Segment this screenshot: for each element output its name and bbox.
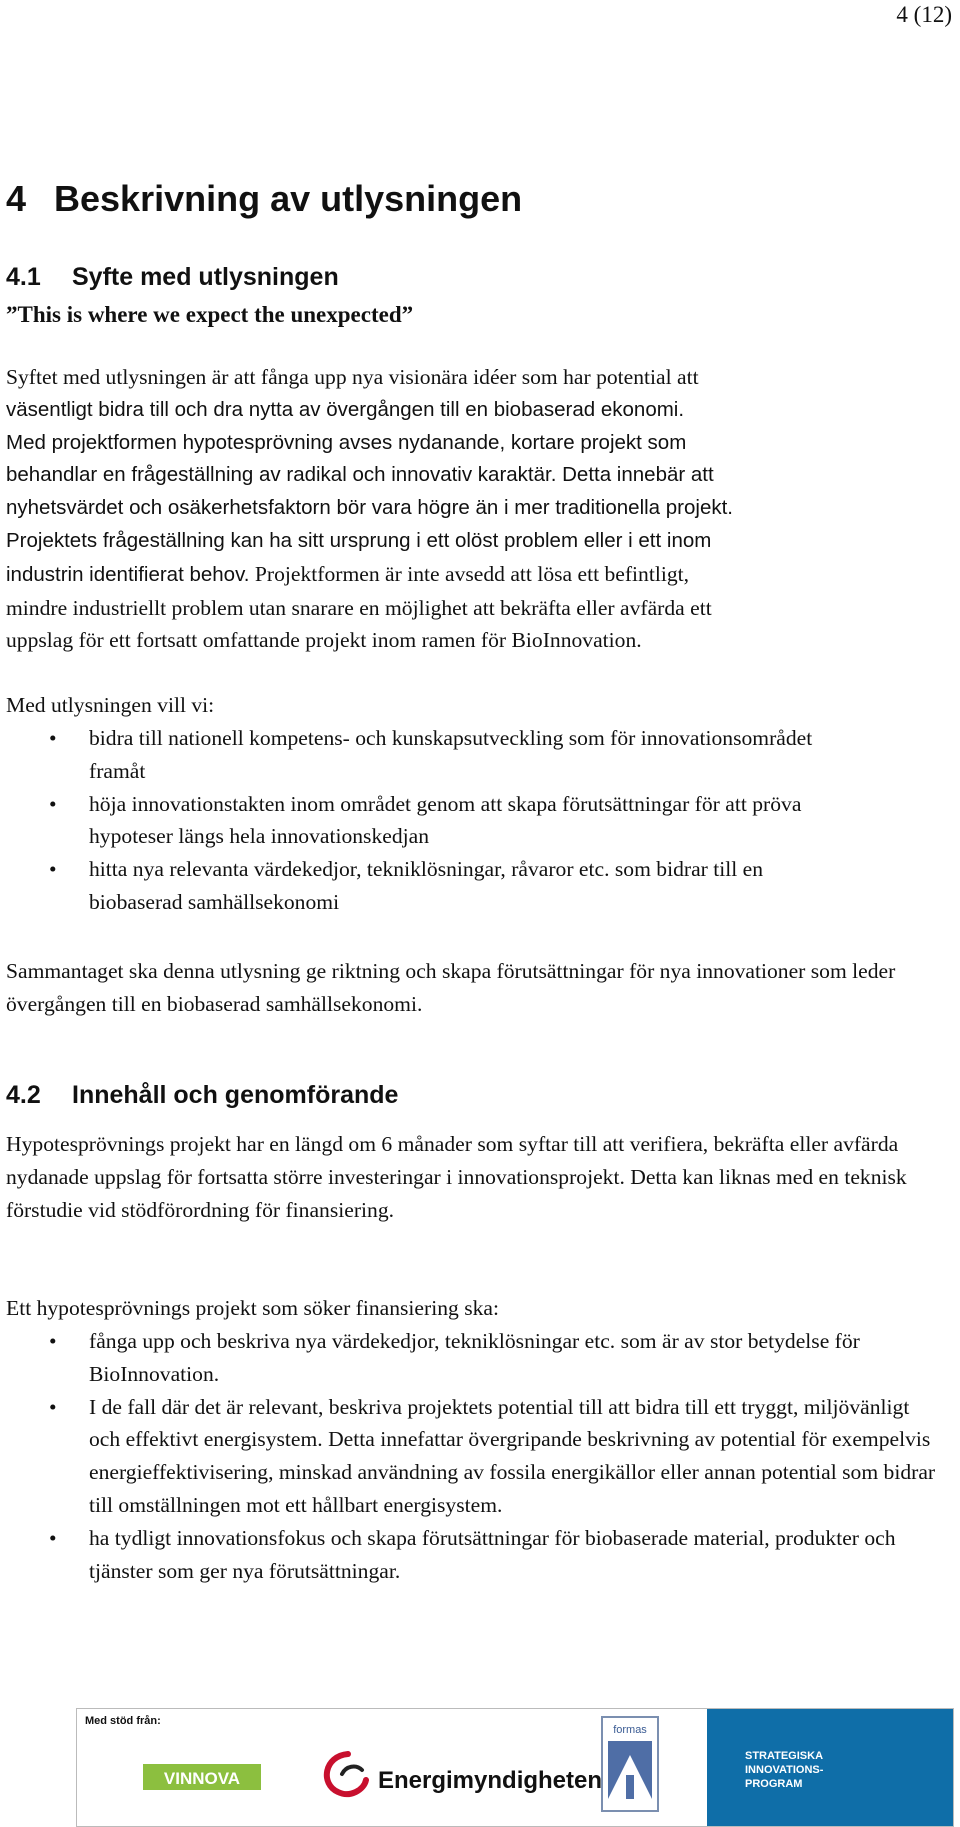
list-item bbox=[0, 1522, 940, 1588]
intro-line: Med projektformen hypotesprövning avses nydanande, kortare projekt som bbox=[6, 430, 687, 454]
intro-line: Projektets frågeställning kan ha sitt ursprung i ett olöst problem eller i ett inom bbox=[6, 528, 712, 552]
list-item-text: bidra till nationell kompetens- och kunskapsutveckling som för innovationsområdet framåt bbox=[89, 726, 813, 783]
list-item bbox=[0, 722, 860, 788]
tagline: ”This is where we expect the unexpected” bbox=[6, 302, 414, 327]
summary-paragraph: Sammantaget ska denna utlysning ge riktning och skapa förutsättningar för nya innovationer som leder övergången till en biobaserad samhällsekonomi. bbox=[6, 959, 896, 1016]
goals-lead: Med utlysningen vill vi: bbox=[6, 693, 215, 717]
list-item-text: hitta nya relevanta värdekedjor, tekniklösningar, råvaror etc. som bidrar till en biobaserad samhällsekonomi bbox=[89, 857, 764, 914]
intro-paragraph bbox=[6, 361, 954, 657]
list-item-text: fånga upp och beskriva nya värdekedjor, tekniklösningar etc. som är av stor betydelse för BioInnovation. bbox=[89, 1329, 860, 1386]
energimyndigheten-wordmark: Energimyndigheten bbox=[378, 1767, 603, 1794]
intro-line: mindre industriellt problem utan snarare en möjlighet att bekräfta eller avfärda ett bbox=[6, 595, 712, 620]
formas-wordmark: formas bbox=[613, 1724, 647, 1736]
program-line: PROGRAM bbox=[745, 1778, 803, 1790]
requirements-list bbox=[0, 1325, 940, 1587]
program-line: STRATEGISKA bbox=[745, 1750, 824, 1762]
heading-number: 4 bbox=[6, 178, 27, 219]
intro-line: uppslag för ett fortsatt omfattande projekt inom ramen för BioInnovation. bbox=[6, 628, 642, 653]
intro-sentence: Detta innebär att bbox=[556, 463, 714, 487]
heading-title: Innehåll och genomförande bbox=[72, 1081, 399, 1109]
intro-line: Syftet med utlysningen är att fånga upp nya visionära idéer som har potential att bbox=[6, 365, 699, 389]
list-item bbox=[0, 1391, 940, 1522]
goals-list bbox=[0, 722, 860, 919]
intro-sentence: behandlar en frågeställning av radikal och innovativ karaktär. bbox=[6, 463, 557, 487]
intro-line bbox=[6, 459, 954, 492]
program-line: INNOVATIONS- bbox=[745, 1764, 824, 1776]
bullet-icon: • bbox=[49, 1525, 57, 1550]
requirements-lead: Ett hypotesprövnings projekt som söker finansiering ska: bbox=[6, 1296, 499, 1320]
page-number: 4 (12) bbox=[896, 2, 952, 27]
list-item bbox=[0, 1325, 940, 1391]
strategic-innovation-program-badge bbox=[707, 1709, 953, 1826]
intro-line: nyhetsvärdet och osäkerhetsfaktorn bör vara högre än i mer traditionella projekt. bbox=[6, 496, 733, 520]
heading-title: Syfte med utlysningen bbox=[72, 263, 339, 291]
heading-number: 4.1 bbox=[6, 263, 41, 291]
intro-line bbox=[6, 558, 954, 592]
intro-sentence: Projektformen är inte avsedd att lösa ett befintligt, bbox=[249, 561, 690, 586]
section-heading-4-2 bbox=[6, 1081, 398, 1110]
list-item-text: höja innovationstakten inom området genom att skapa förutsättningar för att pröva hypoteser längs hela innovationskedjan bbox=[89, 791, 802, 849]
bullet-icon: • bbox=[49, 857, 57, 882]
sponsor-footer bbox=[76, 1708, 954, 1827]
heading-number: 4.2 bbox=[6, 1081, 41, 1109]
section-heading-4-1 bbox=[6, 263, 339, 292]
bullet-icon: • bbox=[49, 726, 57, 750]
support-label: Med stöd från: bbox=[85, 1715, 161, 1727]
bullet-icon: • bbox=[49, 1329, 57, 1353]
program-label bbox=[745, 1749, 823, 1791]
list-item bbox=[0, 788, 860, 854]
section-heading-4 bbox=[6, 178, 522, 220]
list-item-text: I de fall där det är relevant, beskriva projektets potential till att bidra till ett tryggt, miljövänligt och effektivt energisystem. Detta innefattar övergripande beskrivning av potential för exempelvis energieffektivisering, minskad användning av fossila energikällor eller annan potential som bidrar till omställningen mot ett hållbart energisystem. bbox=[89, 1394, 936, 1517]
vinnova-logo bbox=[143, 1756, 263, 1796]
intro-line: väsentligt bidra till och dra nytta av övergången till en biobaserad ekonomi. bbox=[6, 397, 685, 421]
list-item-text: ha tydligt innovationsfokus och skapa förutsättningar för biobaserade material, produkter och tjänster som ger nya förutsättningar. bbox=[89, 1525, 896, 1583]
bullet-icon: • bbox=[49, 1394, 57, 1419]
list-item bbox=[0, 853, 860, 919]
vinnova-wordmark: VINNOVA bbox=[163, 1769, 241, 1788]
heading-title: Beskrivning av utlysningen bbox=[54, 178, 523, 219]
formas-logo bbox=[600, 1715, 660, 1813]
content-paragraph: Hypotesprövnings projekt har en längd om 6 månader som syftar till att verifiera, bekräfta eller avfärda nydanade uppslag för fortsatta större investeringar i innovationsprojekt. Detta kan liknas med en teknisk förstudie vid stödförordning för finansiering. bbox=[6, 1132, 907, 1222]
bullet-icon: • bbox=[49, 791, 57, 816]
intro-sentence: industrin identifierat behov. bbox=[6, 562, 250, 586]
